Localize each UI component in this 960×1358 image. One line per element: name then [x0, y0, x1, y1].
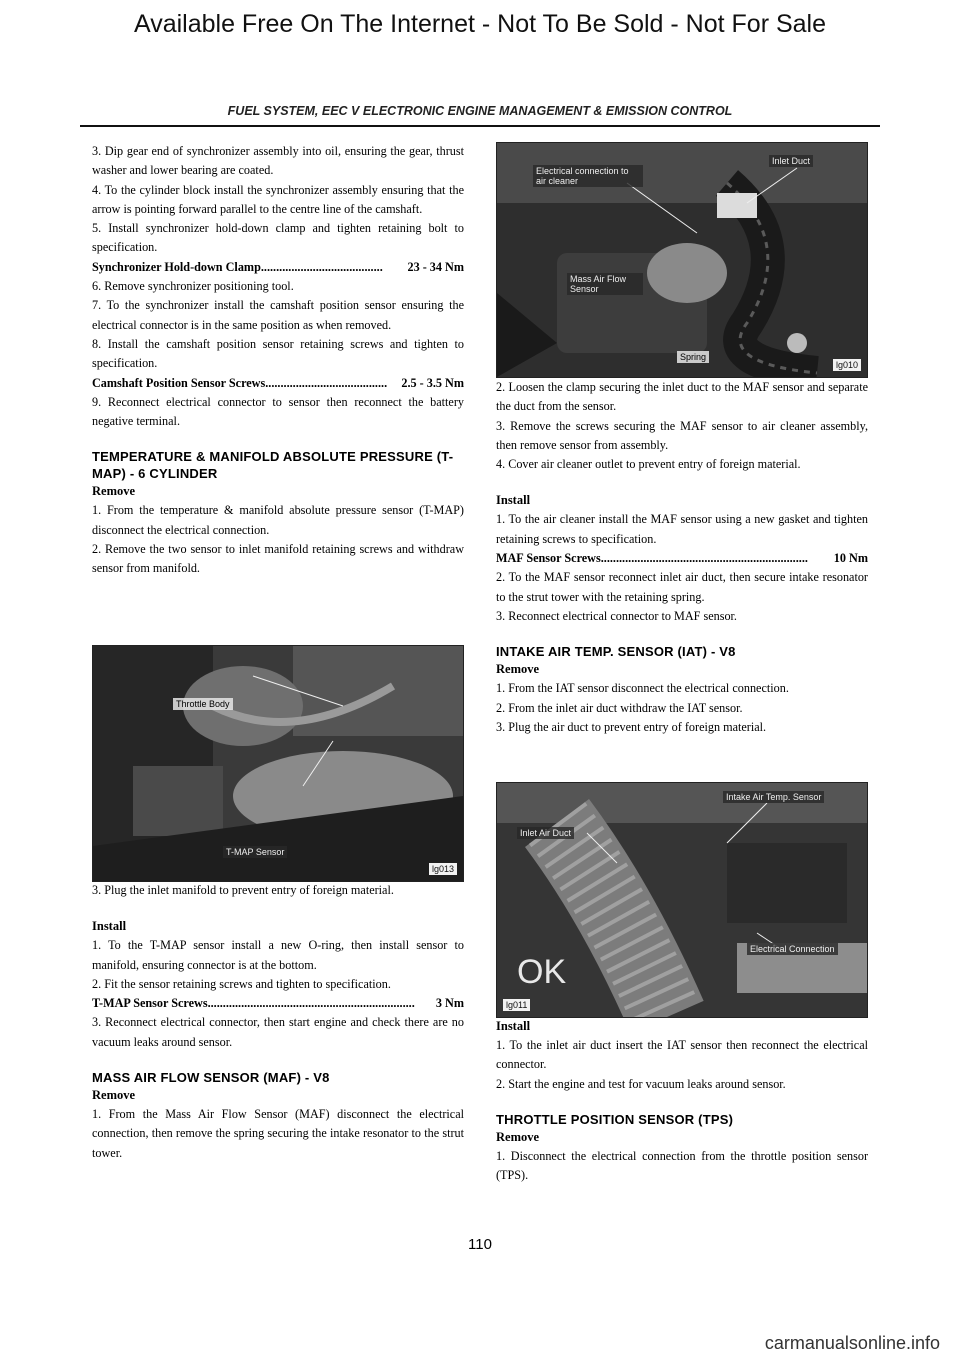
iat-remove-heading: Remove: [496, 662, 540, 677]
maf-heading: MASS AIR FLOW SENSOR (MAF) - V8: [92, 1070, 330, 1086]
label-tmap-sensor: T-MAP Sensor: [223, 846, 287, 858]
step-8: 8. Install the camshaft position sensor retaining screws and tighten to specification.: [92, 336, 464, 371]
left-column-top: [92, 142, 464, 579]
iat-photo-image: [497, 783, 867, 1017]
label-spring: Spring: [677, 351, 709, 363]
iat-remove-1: 1. From the IAT sensor disconnect the electrical connection.: [496, 681, 789, 696]
spec-maf-screws: MAF Sensor Screws .................................................................... 10 Nm: [496, 551, 868, 566]
iat-install-heading: Install: [496, 1019, 531, 1033]
label-electrical-connection: Electrical connection to air cleaner: [533, 165, 643, 187]
step-6: 6. Remove synchronizer positioning tool.: [92, 279, 294, 294]
iat-remove-3: 3. Plug the air duct to prevent entry of foreign material.: [496, 719, 767, 734]
tps-heading: THROTTLE POSITION SENSOR (TPS): [496, 1111, 734, 1127]
figure-maf-photo: [496, 142, 868, 378]
maf-install-1: 1. To the air cleaner install the MAF sensor using a new gasket and tighten retaining screws to specification.: [496, 512, 868, 546]
label-maf-sensor: Mass Air Flow Sensor: [567, 273, 643, 295]
right-column-bottom: [496, 1017, 868, 1185]
step-9: 9. Reconnect electrical connector to sensor then reconnect the battery negative terminal.: [92, 394, 464, 429]
maf-remove-4: 4. Cover air cleaner outlet to prevent entry of foreign material.: [496, 457, 801, 472]
right-column-top: [496, 378, 868, 737]
tmap-heading: TEMPERATURE & MANIFOLD ABSOLUTE PRESSURE (T-MAP) - 6 CYLINDER: [92, 449, 454, 482]
step-7: 7. To the synchronizer install the camshaft position sensor ensuring the electrical connector is in the same position as when removed.: [92, 298, 464, 332]
iat-install-1: 1. To the inlet air duct insert the IAT sensor then reconnect the electrical connector.: [496, 1038, 868, 1072]
tps-remove-heading: Remove: [496, 1129, 540, 1144]
page-number: 110: [468, 1236, 492, 1253]
maf-install-3: 3. Reconnect electrical connector to MAF sensor.: [496, 608, 737, 623]
iat-remove-2: 2. From the inlet air duct withdraw the IAT sensor.: [496, 700, 743, 715]
iat-heading: INTAKE AIR TEMP. SENSOR (IAT) - V8: [496, 644, 736, 660]
step-3: 3. Dip gear end of synchronizer assembly into oil, ensuring the gear, thrust washer and lower bearing are coated.: [92, 144, 464, 178]
tmap-remove-heading: Remove: [92, 484, 136, 499]
figure-tmap-photo: [92, 645, 464, 882]
tmap-remove-2: 2. Remove the two sensor to inlet manifold retaining screws and withdraw sensor from manifold.: [92, 542, 464, 576]
step-4: 4. To the cylinder block install the synchronizer assembly ensuring that the arrow is pointing forward parallel to the centre line of the camshaft.: [92, 182, 464, 216]
tmap-remove-3: 3. Plug the inlet manifold to prevent entry of foreign material.: [92, 883, 394, 897]
maf-install-heading: Install: [496, 493, 531, 508]
step-5: 5. Install synchronizer hold-down clamp and tighten retaining bolt to specification.: [92, 221, 464, 255]
figure-id: lg011: [503, 999, 530, 1011]
svg-text:OK: OK: [517, 953, 567, 991]
figure-id: lg010: [833, 359, 861, 371]
spec-tmap-screws: T-MAP Sensor Screws .................................................................... 3 Nm: [92, 996, 464, 1011]
tmap-install-3: 3. Reconnect electrical connector, then start engine and check there are no vacuum leaks around sensor.: [92, 1015, 464, 1049]
iat-install-2: 2. Start the engine and test for vacuum leaks around sensor.: [496, 1076, 786, 1091]
tps-remove-1: 1. Disconnect the electrical connection from the throttle position sensor (TPS).: [496, 1148, 868, 1183]
figure-id: lg013: [429, 863, 457, 875]
maf-remove-1: 1. From the Mass Air Flow Sensor (MAF) disconnect the electrical connection, then remove the spring securing the intake resonator to the strut tower.: [92, 1107, 464, 1160]
figure-iat-photo: [496, 782, 868, 1018]
tmap-install-2: 2. Fit the sensor retaining screws and tighten to specification.: [92, 976, 391, 991]
watermark-banner: Available Free On The Internet - Not To Be Sold - Not For Sale: [133, 10, 827, 38]
label-inlet-duct: Inlet Duct: [769, 155, 813, 167]
label-electrical-connection-iat: Electrical Connection: [747, 943, 838, 955]
tmap-install-1: 1. To the T-MAP sensor install a new O-ring, then install sensor to manifold, ensuring connector is at the bottom.: [92, 938, 464, 972]
label-inlet-air-duct: Inlet Air Duct: [517, 827, 574, 839]
footer-watermark: carmanualsonline.info: [764, 1333, 940, 1353]
left-column-bottom: [92, 881, 464, 1163]
page-header: FUEL SYSTEM, EEC V ELECTRONIC ENGINE MANAGEMENT & EMISSION CONTROL: [227, 104, 733, 118]
spec-hold-down-clamp: Synchronizer Hold-down Clamp ........................................ 23 - 34 Nm: [92, 259, 464, 274]
maf-remove-2: 2. Loosen the clamp securing the inlet duct to the MAF sensor and separate the duct from the sensor.: [496, 380, 868, 414]
tmap-remove-1: 1. From the temperature & manifold absolute pressure sensor (T-MAP) disconnect the electrical connection.: [92, 503, 464, 537]
header-rule: [80, 125, 880, 127]
tmap-install-heading: Install: [92, 919, 127, 934]
maf-install-2: 2. To the MAF sensor reconnect inlet air duct, then secure intake resonator to the strut tower with the retaining spring.: [496, 570, 868, 604]
label-iat-sensor: Intake Air Temp. Sensor: [723, 791, 824, 803]
maf-remove-3: 3. Remove the screws securing the MAF sensor to air cleaner assembly, then remove sensor from assembly.: [496, 418, 868, 452]
maf-remove-heading: Remove: [92, 1088, 136, 1103]
label-throttle-body: Throttle Body: [173, 698, 233, 710]
spec-camshaft-screws: Camshaft Position Sensor Screws ........................................ 2.5 - 3.5 Nm: [92, 375, 464, 390]
